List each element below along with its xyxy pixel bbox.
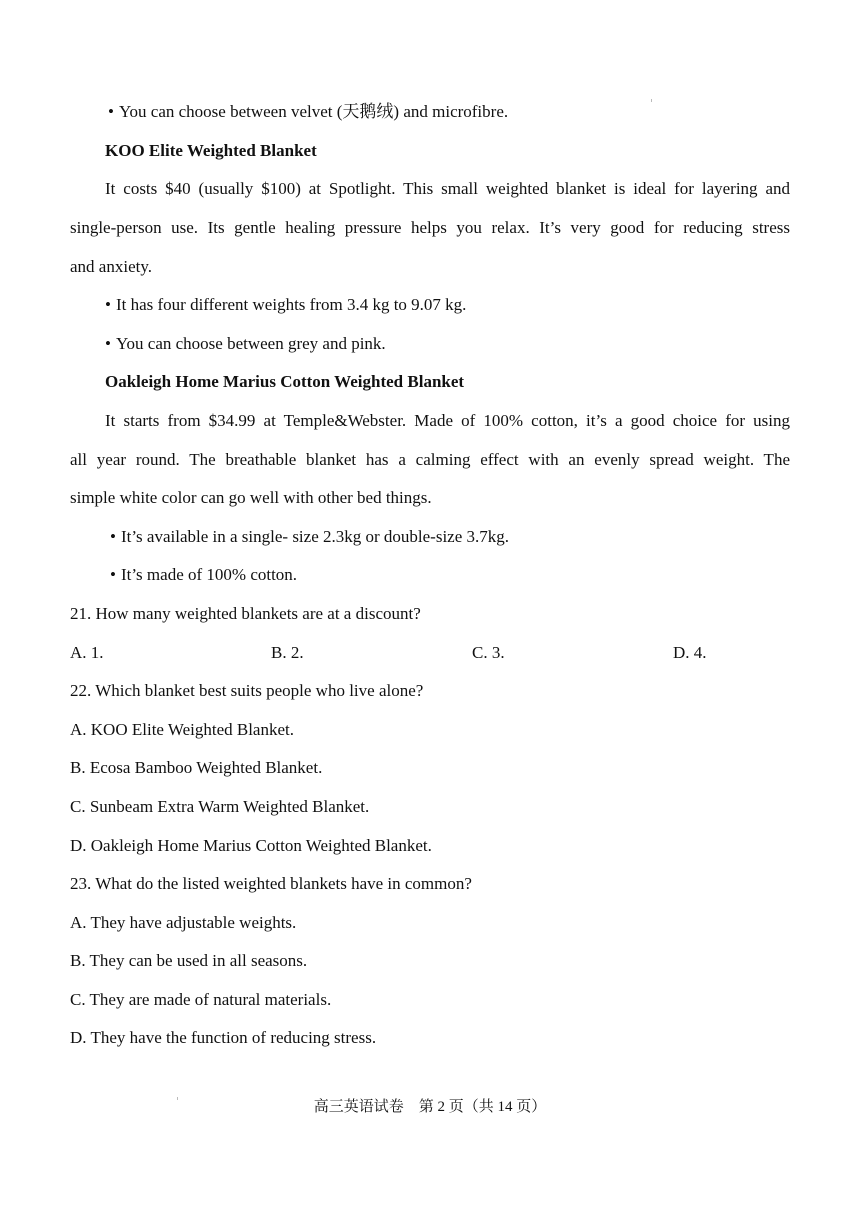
question-23-option-a: A. They have adjustable weights. [70,913,297,932]
question-23-option-c: C. They are made of natural materials. [70,990,332,1009]
scan-speck [651,99,652,102]
oakleigh-para-line3: simple white color can go well with other bed things. [70,488,432,507]
question-23-option-d: D. They have the function of reducing stress. [70,1028,377,1047]
question-21-option-c: C. 3. [472,643,505,662]
koo-bullet-colors: • You can choose between grey and pink. [105,334,386,354]
page-footer: 高三英语试卷 第 2 页（共 14 页） [313,1099,547,1115]
koo-para-line3: and anxiety. [70,257,152,276]
oakleigh-bullet-sizes: • It’s available in a single- size 2.3kg or double-size 3.7kg. [110,527,509,547]
question-23-option-b: B. They can be used in all seasons. [70,951,308,970]
question-22-option-b: B. Ecosa Bamboo Weighted Blanket. [70,758,323,777]
koo-bullet-weights: • It has four different weights from 3.4 kg to 9.07 kg. [105,295,466,315]
question-22-option-d: D. Oakleigh Home Marius Cotton Weighted Blanket. [70,836,432,855]
question-21-option-d: D. 4. [673,643,707,662]
question-23-stem: 23. What do the listed weighted blankets have in common? [70,874,472,893]
question-21-option-a: A. 1. [70,643,104,662]
koo-title: KOO Elite Weighted Blanket [105,141,317,160]
oakleigh-title: Oakleigh Home Marius Cotton Weighted Blanket [105,372,465,391]
question-22-stem: 22. Which blanket best suits people who live alone? [70,681,424,700]
question-21-stem: 21. How many weighted blankets are at a discount? [70,604,421,623]
koo-para-line2: single-person use. Its gentle healing pressure helps you relax. It’s very good for reducing stress [70,218,790,237]
question-22-option-a: A. KOO Elite Weighted Blanket. [70,720,294,739]
oakleigh-bullet-cotton: • It’s made of 100% cotton. [110,565,297,585]
oakleigh-para-line2: all year round. The breathable blanket has a calming effect with an evenly spread weight. The [70,450,790,469]
koo-para-line1: It costs $40 (usually $100) at Spotlight. This small weighted blanket is ideal for layering and [105,179,790,198]
bullet-velvet-microfibre: • You can choose between velvet (天鹅绒) and microfibre. [108,102,508,122]
oakleigh-para-line1: It starts from $34.99 at Temple&Webster. Made of 100% cotton, it’s a good choice for using [105,411,790,430]
question-21-option-b: B. 2. [271,643,304,662]
question-22-option-c: C. Sunbeam Extra Warm Weighted Blanket. [70,797,370,816]
